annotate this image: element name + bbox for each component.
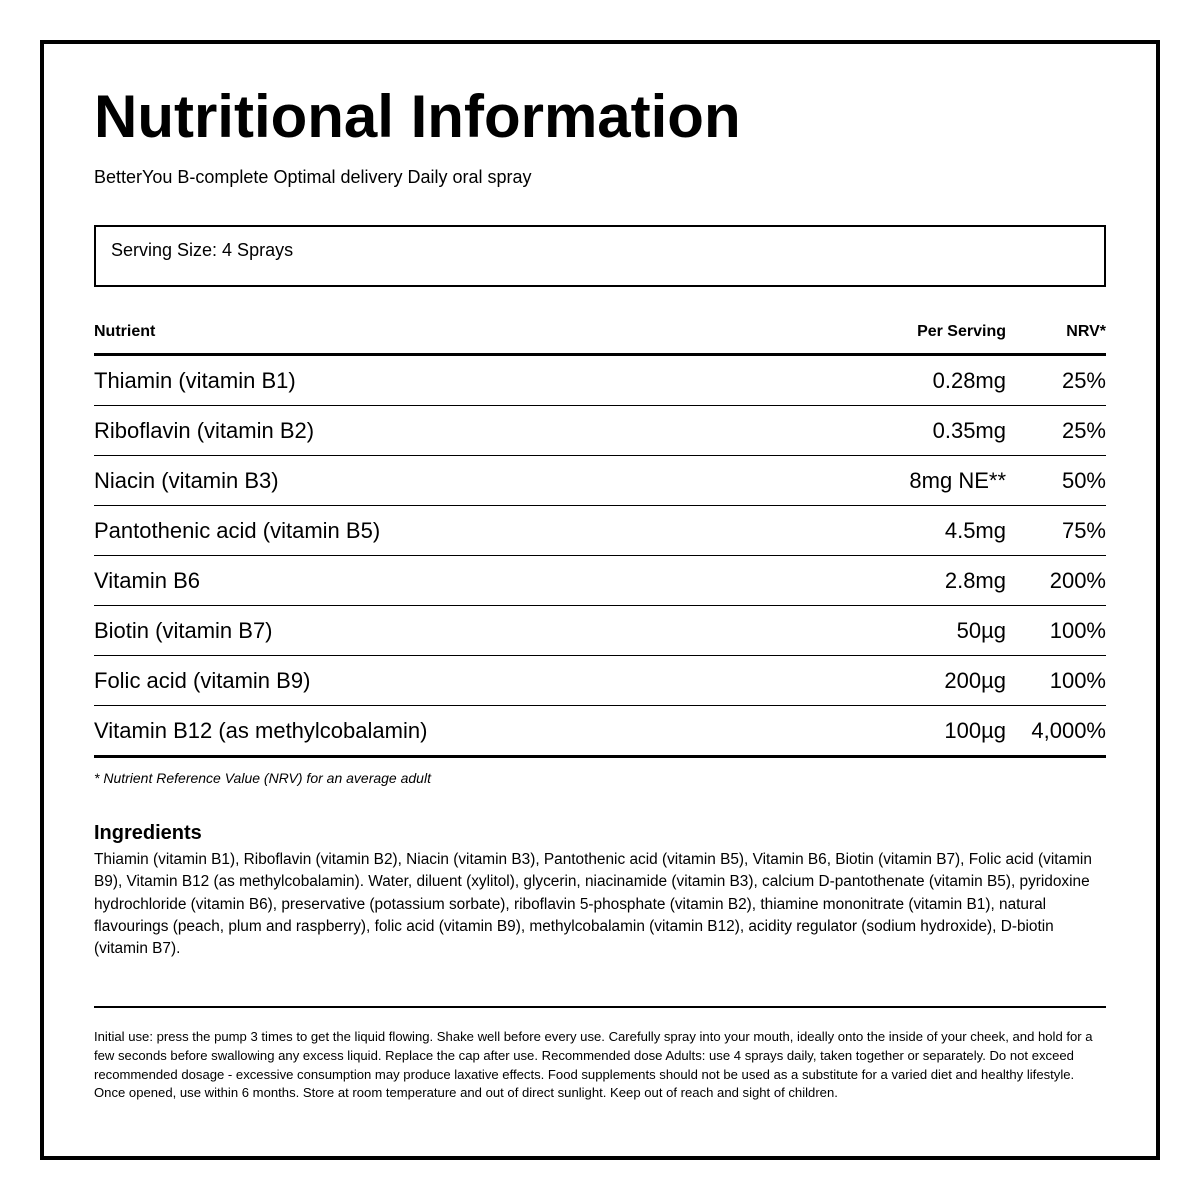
table-row — [94, 706, 1106, 758]
usage-instructions: Initial use: press the pump 3 times to get the liquid flowing. Shake well before every use. Carefully spray into your mouth, ideally onto the inside of your cheek, and hold for a few seconds before swallowing any excess liquid. Replace the cap after use. Recommended dose Adults: use 4 sprays daily, taken together or separately. Do not exceed recommended dosage - excessive consumption may produce laxative effects. Food supplements should not be used as a substitute for a varied diet and healthy lifestyle. Once opened, use within 6 months. Store at room temperature and out of direct sunlight. Keep out of reach and sight of children. — [94, 1029, 1093, 1101]
nutrient-name: Thiamin (vitamin B1) — [94, 367, 296, 393]
nutrient-name: Folic acid (vitamin B9) — [94, 667, 311, 693]
nutrient-name: Vitamin B6 — [94, 567, 200, 593]
nutrient-name: Vitamin B12 (as methylcobalamin) — [94, 717, 428, 743]
nrv-value: 100% — [1049, 617, 1106, 643]
per-serving-value: 200µg — [944, 667, 1006, 693]
serving-size-box — [94, 225, 1106, 287]
nrv-value: 100% — [1049, 667, 1106, 693]
header-nrv: NRV* — [1066, 323, 1106, 340]
per-serving-value: 0.28mg — [932, 367, 1006, 393]
per-serving-value: 0.35mg — [932, 417, 1006, 443]
nutrient-table — [94, 321, 1106, 758]
nrv-value: 25% — [1061, 367, 1106, 393]
page-title: Nutritional Information — [94, 83, 741, 150]
table-row — [94, 356, 1106, 406]
table-header — [94, 321, 1106, 356]
nrv-value: 4,000% — [1031, 717, 1106, 743]
nutrient-name: Pantothenic acid (vitamin B5) — [94, 517, 381, 543]
per-serving-value: 2.8mg — [944, 567, 1006, 593]
nrv-value: 25% — [1061, 417, 1106, 443]
table-row — [94, 656, 1106, 706]
section-divider — [94, 1006, 1106, 1008]
per-serving-value: 4.5mg — [944, 517, 1006, 543]
nrv-value: 75% — [1061, 517, 1106, 543]
header-nutrient: Nutrient — [94, 323, 156, 340]
table-row — [94, 406, 1106, 456]
table-row — [94, 556, 1106, 606]
table-row — [94, 606, 1106, 656]
nutrition-label — [94, 84, 1106, 1103]
nrv-footnote: * Nutrient Reference Value (NRV) for an average adult — [94, 770, 431, 786]
per-serving-value: 50µg — [956, 617, 1006, 643]
ingredients-heading: Ingredients — [94, 822, 202, 844]
nrv-value: 50% — [1061, 467, 1106, 493]
nutrient-name: Niacin (vitamin B3) — [94, 467, 279, 493]
header-per-serving: Per Serving — [917, 323, 1006, 340]
product-name: BetterYou B-complete Optimal delivery Daily oral spray — [94, 167, 532, 187]
per-serving-value: 8mg NE** — [909, 467, 1006, 493]
table-row — [94, 456, 1106, 506]
ingredients-text: Thiamin (vitamin B1), Riboflavin (vitamin B2), Niacin (vitamin B3), Pantothenic acid (vitamin B5), Vitamin B6, Biotin (vitamin B7), Folic acid (vitamin B9), Vitamin B12 (as methylcobalamin). Water, diluent (xylitol), glycerin, niacinamide (vitamin B3), calcium D-pantothenate (vitamin B5), pyridoxine hydrochloride (vitamin B6), preservative (potassium sorbate), riboflavin 5-phosphate (vitamin B2), thiamine mononitrate (vitamin B1), natural flavourings (peach, plum and raspberry), folic acid (vitamin B9), methylcobalamin (vitamin B12), acidity regulator (sodium hydroxide), D-biotin (vitamin B7). — [94, 851, 1092, 958]
nrv-value: 200% — [1049, 567, 1106, 593]
per-serving-value: 100µg — [944, 717, 1006, 743]
nutrient-name: Biotin (vitamin B7) — [94, 617, 273, 643]
nutrient-name: Riboflavin (vitamin B2) — [94, 417, 315, 443]
serving-size-text: Serving Size: 4 Sprays — [111, 240, 294, 260]
table-row — [94, 506, 1106, 556]
